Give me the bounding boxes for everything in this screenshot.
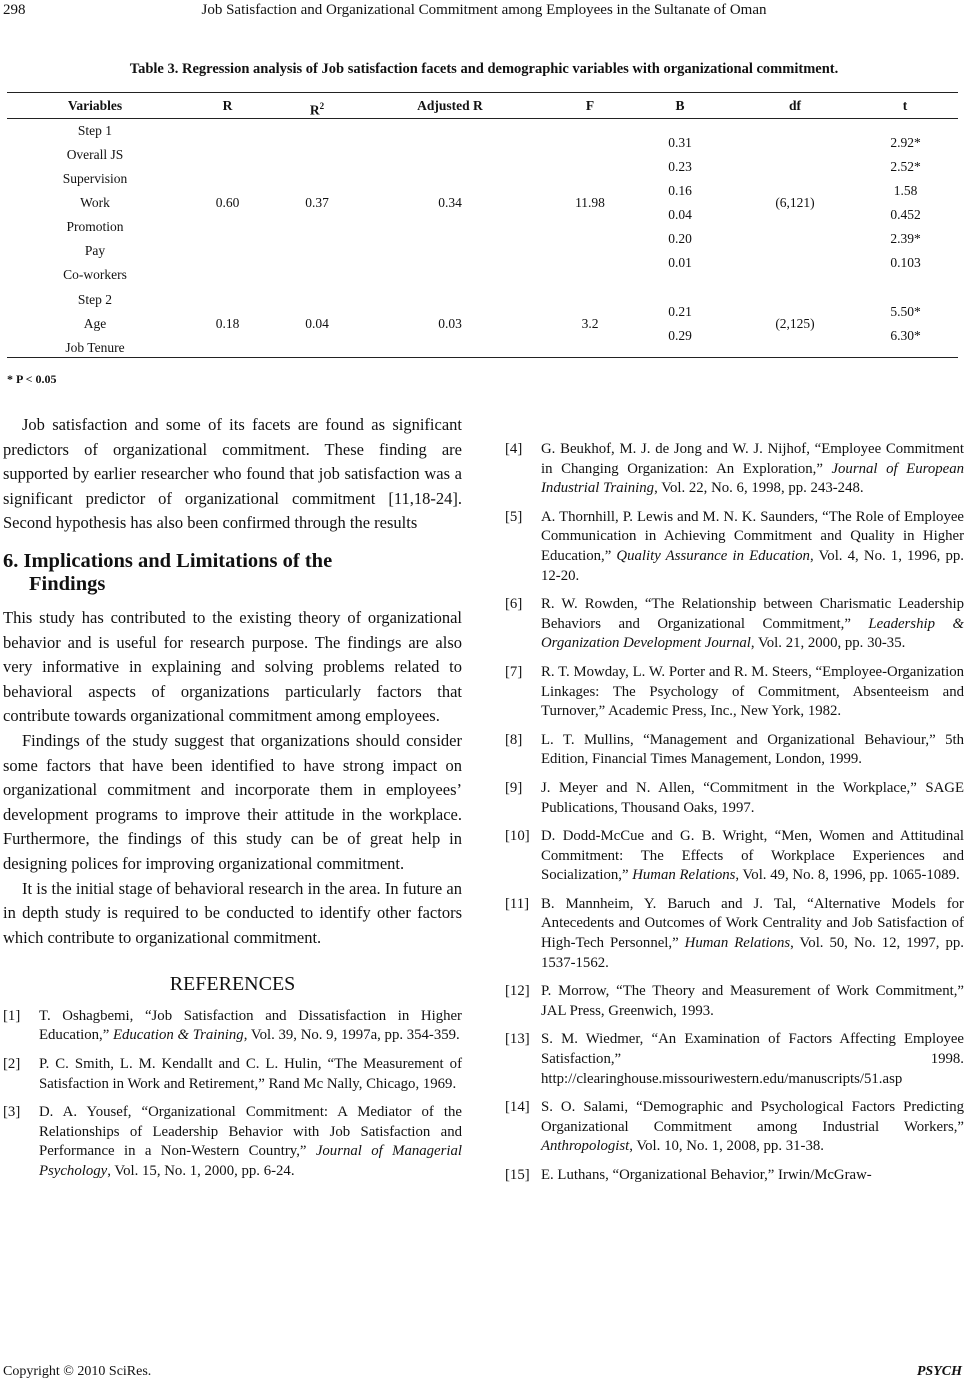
header-b: B xyxy=(675,98,685,113)
reference-item: [8] L. T. Mullins, “Management and Organizational Behaviour,” 5th Edition, Financial Times Management, London, 1999. xyxy=(505,731,964,768)
step2-t-0: 5.50* xyxy=(890,304,921,319)
table-top-rule xyxy=(7,92,958,93)
step2-f: 3.2 xyxy=(581,316,599,331)
step1-adjusted-r: 0.34 xyxy=(438,195,462,210)
reference-item: [15] E. Luthans, “Organizational Behavior,” Irwin/McGraw- xyxy=(505,1167,872,1183)
step1-t-0: 2.92* xyxy=(890,135,921,150)
step1-label-3: Work xyxy=(80,195,110,210)
reference-item: [14] S. O. Salami, “Demographic and Psychological Factors Predicting Organizational Commitment among Industrial Workers,” Anthropologist, Vol. 10, No. 1, 2008, pp. 31-38. xyxy=(505,1099,964,1155)
header-variables: Variables xyxy=(67,98,123,113)
journal-name: PSYCH xyxy=(916,1364,962,1379)
step2-t-1: 6.30* xyxy=(890,328,921,343)
paragraph-future-research: It is the initial stage of behavioral research in the area. In future an in depth study is required to be conducted to identify other factors which contribute to organizational commitment. xyxy=(3,878,462,947)
step1-label-6: Co-workers xyxy=(63,267,127,282)
reference-item: [1] T. Oshagbemi, “Job Satisfaction and Dissatisfaction in Higher Education,” Education & Training, Vol. 39, No. 9, 1997a, pp. 354-359. xyxy=(3,1007,462,1044)
paragraph-findings: Job satisfaction and some of its facets are found as significant predictors of organizational commitment. These finding are supported by earlier researcher who found that job satisfaction was a significant predictor of organizational commitment [11,18-24]. Second hypothesis has also been confirmed through the results xyxy=(3,415,462,533)
step2-r: 0.18 xyxy=(215,316,240,331)
left-column xyxy=(3,413,462,1191)
section-heading-implications: 6. Implications and Limitations of the Findings xyxy=(3,549,333,595)
step1-t-2: 1.58 xyxy=(893,183,918,198)
references-list-right xyxy=(505,440,964,1195)
reference-item: [6] R. W. Rowden, “The Relationship between Charismatic Leadership Behaviors and Organizational Commitment,” Leadership & Organization Development Journal, Vol. 21, 2000, pp. 30-35. xyxy=(505,596,964,652)
header-adjusted-r: Adjusted R xyxy=(417,98,483,113)
step2-label-1: Age xyxy=(83,316,107,331)
references-list-left xyxy=(3,1007,462,1182)
page-number: 298 xyxy=(3,2,26,18)
step1-b-2: 0.16 xyxy=(668,183,692,198)
paragraph-suggestions: Findings of the study suggest that organizations should consider some factors that have been identified to have strong impact on organizational commitment and incorporate them in employees’ development programs to improve their attitude in the workplace. Furthermore, the findings of this study can be of great help in designing polices for improving organizational commitment. xyxy=(3,730,462,873)
header-t: t xyxy=(902,98,908,113)
reference-item: [10] D. Dodd-McCue and G. B. Wright, “Men, Women and Attitudinal Commitment: The Effects of Workplace Experiences and Socialization,” Human Relations, Vol. 49, No. 8, 1996, pp. 1065-1089. xyxy=(505,828,964,884)
step1-t-4: 2.39* xyxy=(890,231,921,246)
reference-item: [12] P. Morrow, “The Theory and Measurement of Work Commitment,” JAL Press, Greenwich, 1993. xyxy=(505,983,964,1019)
reference-item: [7] R. T. Mowday, L. W. Porter and R. M. Steers, “Employee-Organization Linkages: The Psychology of Commitment, Absenteeism and Turnover,” Academic Press, Inc., New York, 1982. xyxy=(505,663,964,720)
reference-item: [2] P. C. Smith, L. M. Kendallt and C. L. Hulin, “The Measurement of Satisfaction in Work and Retirement,” Rand Mc Nally, Chicago, 1969. xyxy=(3,1056,462,1092)
step2-adjusted-r: 0.03 xyxy=(438,316,462,331)
step1-label-1: Overall JS xyxy=(66,147,124,162)
step1-label-4: Promotion xyxy=(66,219,124,234)
step1-t-3: 0.452 xyxy=(890,207,921,222)
step1-b-4: 0.20 xyxy=(668,231,692,246)
step1-df: (6,121) xyxy=(775,195,815,210)
step1-b-0: 0.31 xyxy=(668,135,692,150)
reference-item: [5] A. Thornhill, P. Lewis and M. N. K. Saunders, “The Role of Employee Communication in Achieving Commitment and Quality in Higher Education,” Quality Assurance in Education, Vol. 4, No. 1, 1996, pp. 12-20. xyxy=(505,508,964,584)
header-r: R xyxy=(222,98,233,113)
step1-b-5: 0.01 xyxy=(668,255,692,270)
step1-label-2: Supervision xyxy=(62,171,128,186)
step1-b-3: 0.04 xyxy=(668,207,692,222)
regression-table xyxy=(0,0,968,370)
step1-label-5: Pay xyxy=(84,243,106,258)
reference-item: [9] J. Meyer and N. Allen, “Commitment in the Workplace,” SAGE Publications, Thousand Oaks, 1997. xyxy=(505,779,964,816)
step2-label-0: Step 2 xyxy=(77,292,113,307)
table-note: * P < 0.05 xyxy=(7,372,57,386)
step1-f: 11.98 xyxy=(575,195,605,210)
step2-b-1: 0.29 xyxy=(668,328,692,343)
running-title: Job Satisfaction and Organizational Commitment among Employees in the Sultanate of Oman xyxy=(201,2,767,18)
header-f: F xyxy=(585,98,595,113)
step1-t-5: 0.103 xyxy=(890,255,921,270)
reference-item: [11] B. Mannheim, Y. Baruch and J. Tal, “Alternative Models for Antecedents and Outcomes of Work Centrality and Job Satisfaction of High-Tech Personnel,” Human Relations, Vol. 50, No. 12, 1997, pp. 1537-1562. xyxy=(505,895,964,971)
step2-label-2: Job Tenure xyxy=(65,340,125,355)
reference-item: [4] G. Beukhof, M. J. de Jong and W. J. Nijhof, “Employee Commitment in Changing Organization: An Exploration,” Journal of European Industrial Training, Vol. 22, No. 6, 1998, pp. 243-248. xyxy=(505,441,964,497)
reference-item: [3] D. A. Yousef, “Organizational Commitment: A Mediator of the Relationships of Leadership Behavior with Job Satisfaction and Performance in a Non-Western Country,” Journal of Managerial Psychology, Vol. 15, No. 1, 2000, pp. 6-24. xyxy=(3,1104,462,1180)
step2-b-0: 0.21 xyxy=(668,304,692,319)
copyright-notice: Copyright © 2010 SciRes. xyxy=(3,1364,152,1379)
header-r-squared: $R^2$ xyxy=(309,101,325,118)
references-heading: REFERENCES xyxy=(169,973,296,996)
step1-label-0: Step 1 xyxy=(77,123,113,138)
step2-df: (2,125) xyxy=(775,316,815,331)
step1-b-1: 0.23 xyxy=(668,159,692,174)
step1-r: 0.60 xyxy=(215,195,240,210)
step1-r2: 0.37 xyxy=(305,195,329,210)
header-df: df xyxy=(788,98,801,113)
step2-r2: 0.04 xyxy=(305,316,329,331)
paragraph-contribution: This study has contributed to the existing theory of organizational behavior and is useful for research purpose. The findings are also very informative in explaining and solving problems related to behavioral aspects of organizations particularly factors that contribute towards organizational commitment among employees. xyxy=(3,607,462,726)
table-caption: Table 3. Regression analysis of Job satisfaction facets and demographic variables with organizational commitment. xyxy=(129,61,839,77)
reference-item: [13] S. M. Wiedmer, “An Examination of Factors Affecting Employee Satisfaction,” 1998. http://clearinghouse.missouriwestern.edu/manuscripts/51.asp xyxy=(505,1031,964,1087)
step1-t-1: 2.52* xyxy=(890,159,921,174)
